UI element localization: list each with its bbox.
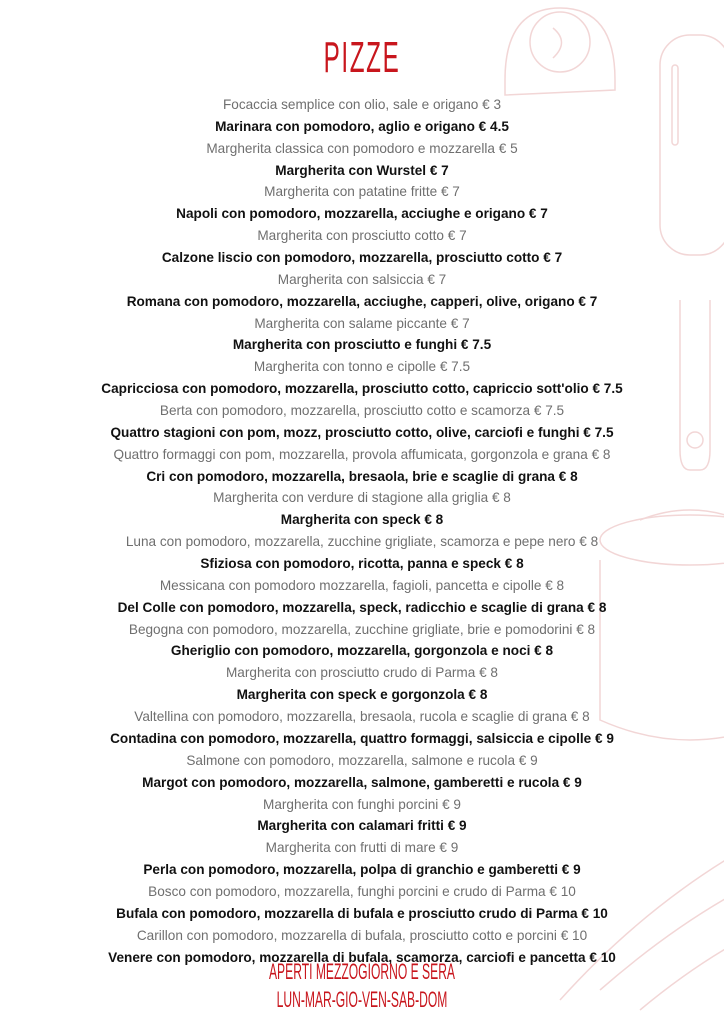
pizza-menu-list: [0, 94, 724, 968]
menu-item: Focaccia semplice con olio, sale e origano € 3: [222, 97, 502, 112]
menu-item: Bosco con pomodoro, mozzarella, funghi porcini e crudo di Parma € 10: [148, 883, 576, 899]
menu-item: Margherita con verdure di stagione alla griglia € 8: [213, 490, 511, 506]
menu-item: Sfiziosa con pomodoro, ricotta, panna e speck € 8: [200, 556, 524, 572]
menu-item: Margherita classica con pomodoro e mozzarella € 5: [206, 140, 518, 156]
menu-item: Perla con pomodoro, mozzarella, polpa di granchio e gamberetti € 9: [143, 862, 581, 878]
page-title: PIZZE: [323, 33, 401, 82]
menu-item: Margherita con speck € 8: [280, 512, 444, 528]
menu-item: Margherita con funghi porcini € 9: [263, 796, 461, 812]
opening-days: LUN-MAR-GIO-VEN-SAB-DOM: [276, 987, 448, 1012]
menu-item: Cri con pomodoro, mozzarella, bresaola, brie e scaglie di grana € 8: [146, 468, 578, 484]
menu-item: Gheriglio con pomodoro, mozzarella, gorgonzola e noci € 8: [170, 643, 554, 659]
menu-item: Contadina con pomodoro, mozzarella, quattro formaggi, salsiccia e cipolle € 9: [110, 730, 614, 746]
menu-item: Margherita con calamari fritti € 9: [257, 818, 467, 834]
menu-item: Salmone con pomodoro, mozzarella, salmone e rucola € 9: [186, 752, 538, 768]
menu-item: Begogna con pomodoro, mozzarella, zucchine grigliate, brie e pomodorini € 8: [128, 621, 596, 637]
menu-item: Margherita con prosciutto cotto € 7: [257, 228, 467, 244]
menu-item: Margherita con Wurstel € 7: [275, 162, 449, 178]
menu-item: Del Colle con pomodoro, mozzarella, speck, radicchio e scaglie di grana € 8: [117, 599, 607, 615]
menu-item: Margherita con speck e gorgonzola € 8: [236, 687, 488, 703]
menu-item: Romana con pomodoro, mozzarella, acciughe, capperi, olive, origano € 7: [126, 293, 598, 309]
menu-item: Margherita con patatine fritte € 7: [264, 184, 460, 200]
menu-item: Calzone liscio con pomodoro, mozzarella, prosciutto cotto € 7: [161, 250, 563, 266]
menu-item: Marinara con pomodoro, aglio e origano € 4.5: [215, 118, 509, 134]
menu-item: Margherita con salame piccante € 7: [254, 315, 470, 331]
menu-item: Margherita con prosciutto e funghi € 7.5: [232, 337, 492, 353]
menu-item: Margot con pomodoro, mozzarella, salmone, gamberetti e rucola € 9: [142, 774, 582, 790]
menu-item: Margherita con tonno e cipolle € 7.5: [253, 359, 471, 375]
menu-item: Venere con pomodoro, mozzarella di bufala, scamorza, carciofi e pancetta € 10: [108, 949, 616, 965]
menu-item: Valtellina con pomodoro, mozzarella, bresaola, rucola e scaglie di grana € 8: [134, 709, 590, 725]
menu-item: Bufala con pomodoro, mozzarella di bufala e prosciutto crudo di Parma € 10: [116, 905, 608, 921]
menu-item: Napoli con pomodoro, mozzarella, acciughe e origano € 7: [176, 206, 548, 222]
menu-item: Quattro formaggi con pom, mozzarella, provola affumicata, gorgonzola e grana € 8: [113, 446, 611, 462]
menu-item: Capricciosa con pomodoro, mozzarella, prosciutto cotto, capriccio sott'olio € 7.5: [101, 381, 623, 397]
menu-item: Margherita con prosciutto crudo di Parma € 8: [225, 665, 498, 681]
menu-item: Margherita con frutti di mare € 9: [265, 840, 459, 856]
menu-item: Luna con pomodoro, mozzarella, zucchine grigliate, scamorza e pepe nero € 8: [125, 534, 599, 550]
menu-item: Berta con pomodoro, mozzarella, prosciutto cotto e scamorza € 7.5: [159, 403, 565, 419]
menu-item: Quattro stagioni con pom, mozz, prosciutto cotto, olive, carciofi e funghi € 7.5: [110, 424, 614, 440]
menu-item: Carillon con pomodoro, mozzarella di bufala, prosciutto cotto e porcini € 10: [136, 927, 588, 943]
opening-times: APERTI MEZZOGIORNO E SERA: [268, 959, 456, 984]
menu-item: Messicana con pomodoro mozzarella, fagioli, pancetta e cipolle € 8: [159, 577, 565, 593]
menu-item: Margherita con salsiccia € 7: [277, 271, 447, 287]
